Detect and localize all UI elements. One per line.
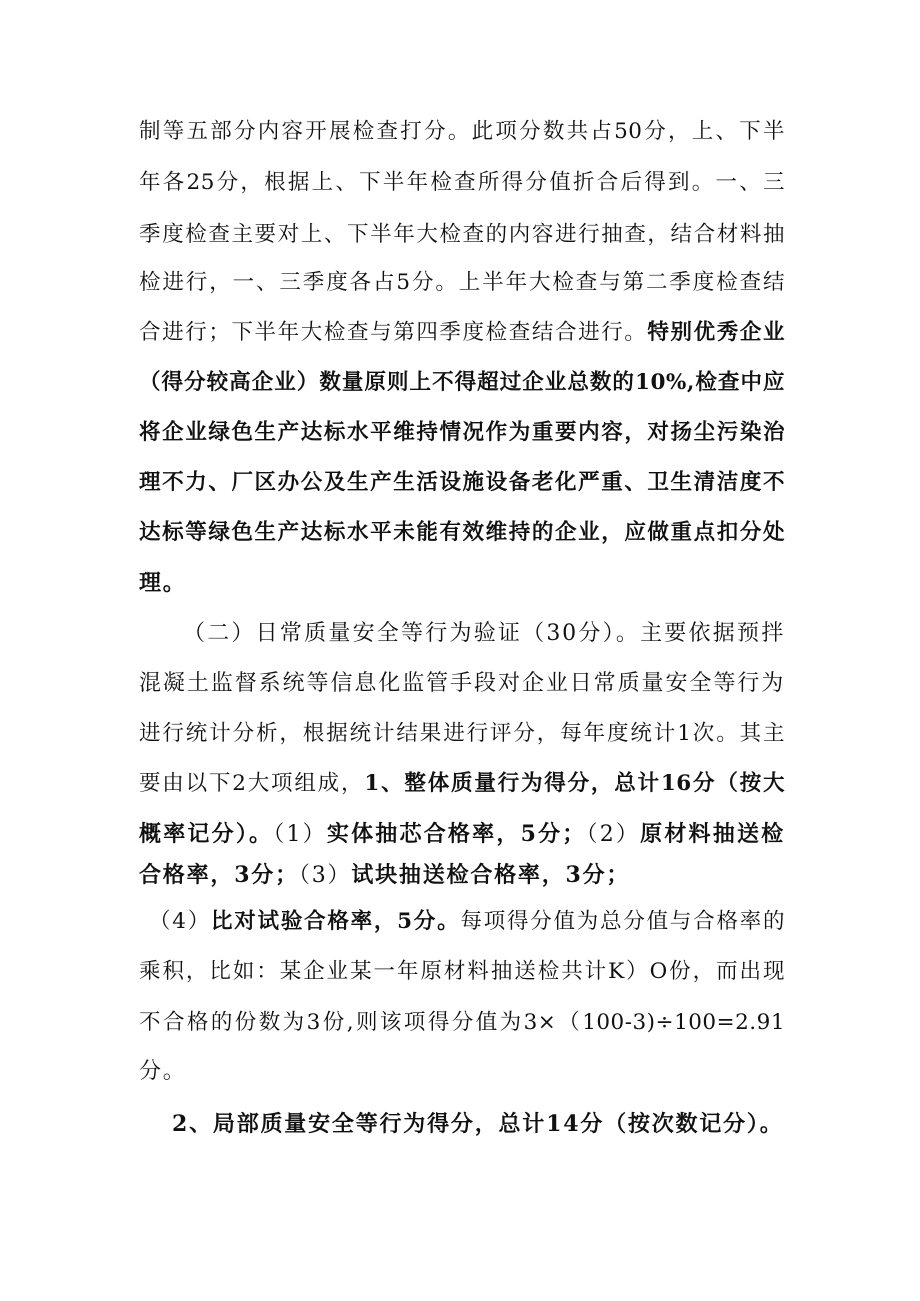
text-segment-bold: 达标等绿色生产达标水平未能有效维持的企业，应做重点扣分处 xyxy=(139,520,785,545)
text-segment: 不合格的份数为3份,则该项得分值为3×（100-3)÷100=2.91 xyxy=(139,1010,785,1035)
text-line xyxy=(139,955,785,989)
text-segment-bold: 理不力、厂区办公及生产生活设施设备老化严重、卫生清洁度不 xyxy=(139,470,785,495)
text-segment-bold: 概率记分）。 xyxy=(139,821,274,847)
text-segment: （1） xyxy=(273,822,327,847)
text-line xyxy=(139,115,785,149)
text-segment-bold: 试块抽送检合格率，3分； xyxy=(351,862,631,888)
text-line xyxy=(139,1006,785,1040)
text-line xyxy=(139,266,785,300)
text-segment: （4） xyxy=(149,909,211,934)
text-segment: 合进行；下半年大检查与第四季度检查结合进行。 xyxy=(139,320,648,345)
text-segment-bold: 特别优秀企业 xyxy=(647,320,785,345)
text-segment-bold: 1、整体质量行为得分，总计16分（按大 xyxy=(364,771,785,796)
text-line xyxy=(149,905,785,939)
text-segment-bold: 理。 xyxy=(139,570,187,596)
text-line xyxy=(139,316,785,350)
text-line xyxy=(139,817,785,851)
text-segment: 要由以下2大项组成， xyxy=(139,771,365,796)
text-line xyxy=(139,218,785,252)
text-segment: 进行统计分析，根据统计结果进行评分，每年度统计1次。其主 xyxy=(139,721,785,746)
text-segment: 季度检查主要对上、下半年大检查的内容进行抽查，结合材料抽 xyxy=(139,222,785,247)
text-segment: 年各25分，根据上、下半年检查所得分值折合后得到。一、三 xyxy=(139,170,785,195)
text-line xyxy=(139,1055,785,1089)
text-segment-bold: 合格率，3分； xyxy=(139,862,299,888)
text-segment-bold: 实体抽芯合格率，5分； xyxy=(326,821,587,847)
text-segment-bold: （得分较高企业）数量原则上不得超过企业总数的10%,检查中应 xyxy=(139,370,785,395)
text-line xyxy=(139,366,785,400)
text-line xyxy=(183,617,785,651)
text-line xyxy=(139,466,785,500)
text-line xyxy=(139,858,785,892)
text-segment: （2） xyxy=(586,822,641,847)
text-segment: （二）日常质量安全等行为验证（30分）。主要依据预拌 xyxy=(183,621,785,646)
text-segment-bold: 2、局部质量安全等行为得分，总计14分（按次数记分）。 xyxy=(172,1111,784,1137)
text-line xyxy=(139,767,785,801)
text-segment: 乘积，比如：某企业某一年原材料抽送检共计K）O份，而出现 xyxy=(139,959,785,984)
text-line xyxy=(139,416,785,450)
text-segment-bold: 比对试验合格率，5分。 xyxy=(211,909,461,934)
text-line xyxy=(139,166,785,200)
text-segment: 制等五部分内容开展检查打分。此项分数共占50分，上、下半 xyxy=(139,119,785,144)
text-line xyxy=(139,667,785,701)
text-line xyxy=(139,516,785,550)
text-line xyxy=(172,1107,785,1141)
text-segment: 每项得分值为总分值与合格率的 xyxy=(460,909,785,934)
text-segment: 检进行，一、三季度各占5分。上半年大检查与第二季度检查结 xyxy=(139,270,785,295)
text-segment-bold: 将企业绿色生产达标水平维持情况作为重要内容，对扬尘污染治 xyxy=(139,420,785,445)
text-segment: （3） xyxy=(298,863,352,888)
text-segment: 混凝土监督系统等信息化监管手段对企业日常质量安全等行为 xyxy=(139,671,785,696)
text-line xyxy=(139,717,785,751)
text-segment-bold: 原材料抽送检 xyxy=(640,821,785,847)
text-line xyxy=(139,566,785,600)
text-segment: 分。 xyxy=(139,1059,187,1084)
